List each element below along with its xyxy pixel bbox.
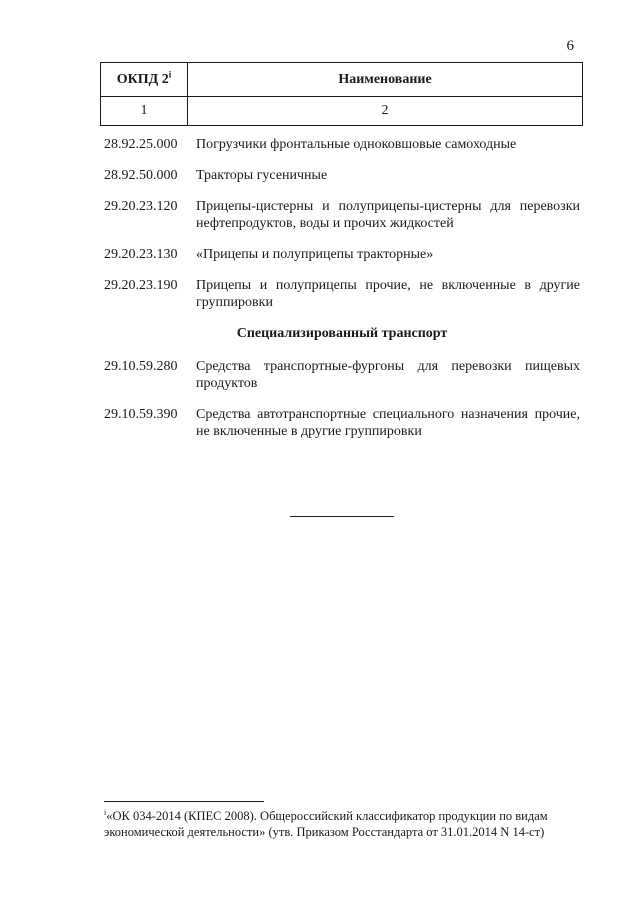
table-row (104, 277, 580, 311)
end-of-table-rule (290, 516, 394, 517)
table-row (104, 136, 580, 153)
row-name: Прицепы и полуприцепы прочие, не включенные в другие группировки (196, 278, 580, 310)
row-code: 29.20.23.190 (104, 278, 178, 293)
column-number-1: 1 (101, 97, 188, 126)
row-code: 28.92.50.000 (104, 168, 178, 183)
table-row (104, 246, 580, 263)
table-row (104, 406, 580, 440)
row-code: 29.20.23.130 (104, 247, 178, 262)
footnote-separator (104, 801, 264, 802)
row-code: 28.92.25.000 (104, 137, 178, 152)
row-name: Тракторы гусеничные (196, 168, 328, 183)
column-header-okpd-label: ОКПД 2 (116, 71, 169, 87)
footnote-reference: i (168, 68, 172, 79)
page-number: 6 (566, 38, 574, 54)
footnote-marker: i (104, 807, 107, 817)
row-name: Прицепы-цистерны и полуприцепы-цистерны для перевозки нефтепродуктов, воды и прочих жидкостей (196, 199, 580, 231)
table-row (104, 198, 580, 232)
column-header-okpd (101, 63, 188, 97)
row-name: Погрузчики фронтальные одноковшовые самоходные (196, 137, 517, 152)
row-name: Средства автотранспортные специального назначения прочие, не включенные в другие группировки (196, 407, 580, 439)
row-code: 29.10.59.390 (104, 407, 178, 422)
table-row (104, 358, 580, 392)
table-row (104, 167, 580, 184)
row-name: Средства транспортные-фургоны для перевозки пищевых продуктов (196, 359, 580, 391)
column-header-name: Наименование (188, 63, 583, 97)
column-number-2: 2 (188, 97, 583, 126)
section-title: Специализированный транспорт (236, 326, 448, 341)
row-code: 29.20.23.120 (104, 199, 178, 214)
classifier-table-header (100, 62, 583, 126)
footnote (104, 808, 580, 840)
footnote-text: «ОК 034-2014 (КПЕС 2008). Общероссийский классификатор продукции по видам экономической деятельности» (утв. Приказом Росстандарта от 31.01.2014 N 14-ст) (104, 809, 548, 839)
classifier-rows (104, 136, 580, 454)
row-name: «Прицепы и полуприцепы тракторные» (196, 247, 434, 262)
row-code: 29.10.59.280 (104, 359, 178, 374)
